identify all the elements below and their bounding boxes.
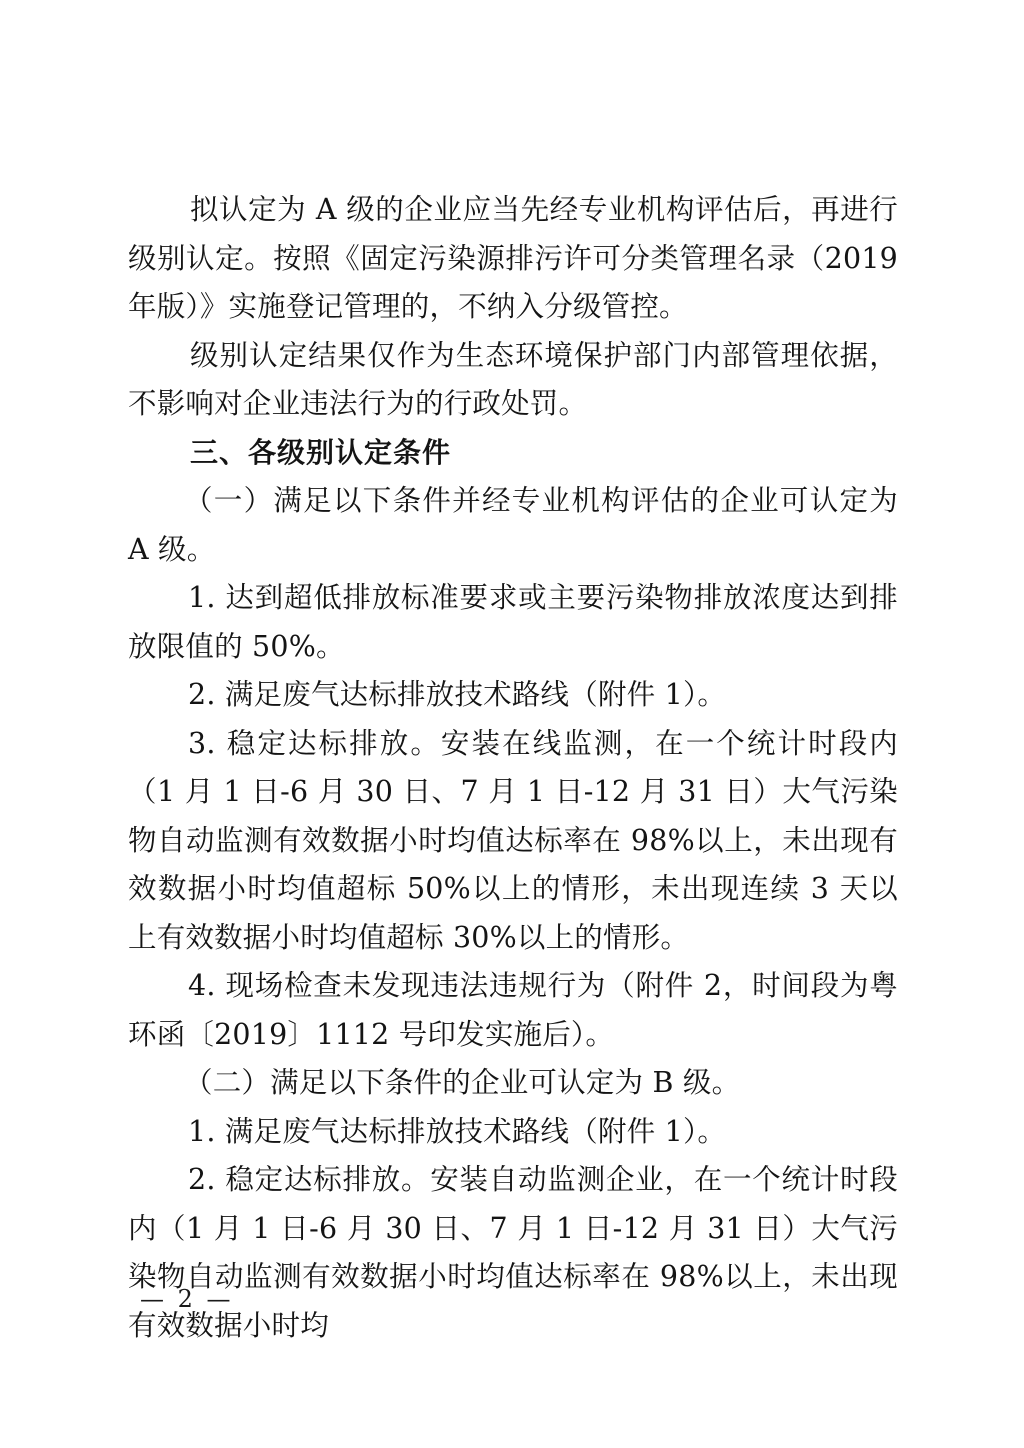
grade-b-item-2: 2. 稳定达标排放。安装自动监测企业，在一个统计时段内（1 月 1 日-6 月 30 日、7 月 1 日-12 月 31 日）大气污染物自动监测有效数据小时均值达标率在 98%以上，未出现有效数据小时均 (128, 1163, 898, 1342)
paragraph-pre-evaluation: 拟认定为 A 级的企业应当先经专业机构评估后，再进行级别认定。按照《固定污染源排污许可分类管理名录（2019 年版）》实施登记管理的，不纳入分级管控。 (128, 193, 898, 323)
grade-a-item-2: 2. 满足废气达标排放技术路线（附件 1）。 (188, 678, 727, 711)
paragraph-internal-use: 级别认定结果仅作为生态环境保护部门内部管理依据，不影响对企业违法行为的行政处罚。 (128, 338, 898, 420)
document-body (128, 186, 898, 1350)
clause-two-grade-b: （二）满足以下条件的企业可认定为 B 级。 (184, 1066, 741, 1099)
grade-a-item-3: 3. 稳定达标排放。安装在线监测，在一个统计时段内（1 月 1 日-6 月 30 日、7 月 1 日-12 月 31 日）大气污染物自动监测有效数据小时均值达标率在 98%以上，未出现有效数据小时均值超标 50%以上的情形，未出现连续 3 天以上有效数据小时均值超标 30%以上的情形。 (128, 726, 898, 954)
grade-a-item-4: 4. 现场检查未发现违法违规行为（附件 2，时间段为粤环函〔2019〕1112 号印发实施后）。 (128, 969, 898, 1051)
grade-a-item-1: 1. 达到超低排放标准要求或主要污染物排放浓度达到排放限值的 50%。 (128, 581, 898, 663)
clause-one-grade-a: （一）满足以下条件并经专业机构评估的企业可认定为 A 级。 (128, 484, 898, 566)
section-heading-three: 三、各级别认定条件 (190, 435, 452, 469)
page-number-footer: — 2 — (140, 1285, 234, 1313)
grade-b-item-1: 1. 满足废气达标排放技术路线（附件 1）。 (188, 1114, 727, 1148)
